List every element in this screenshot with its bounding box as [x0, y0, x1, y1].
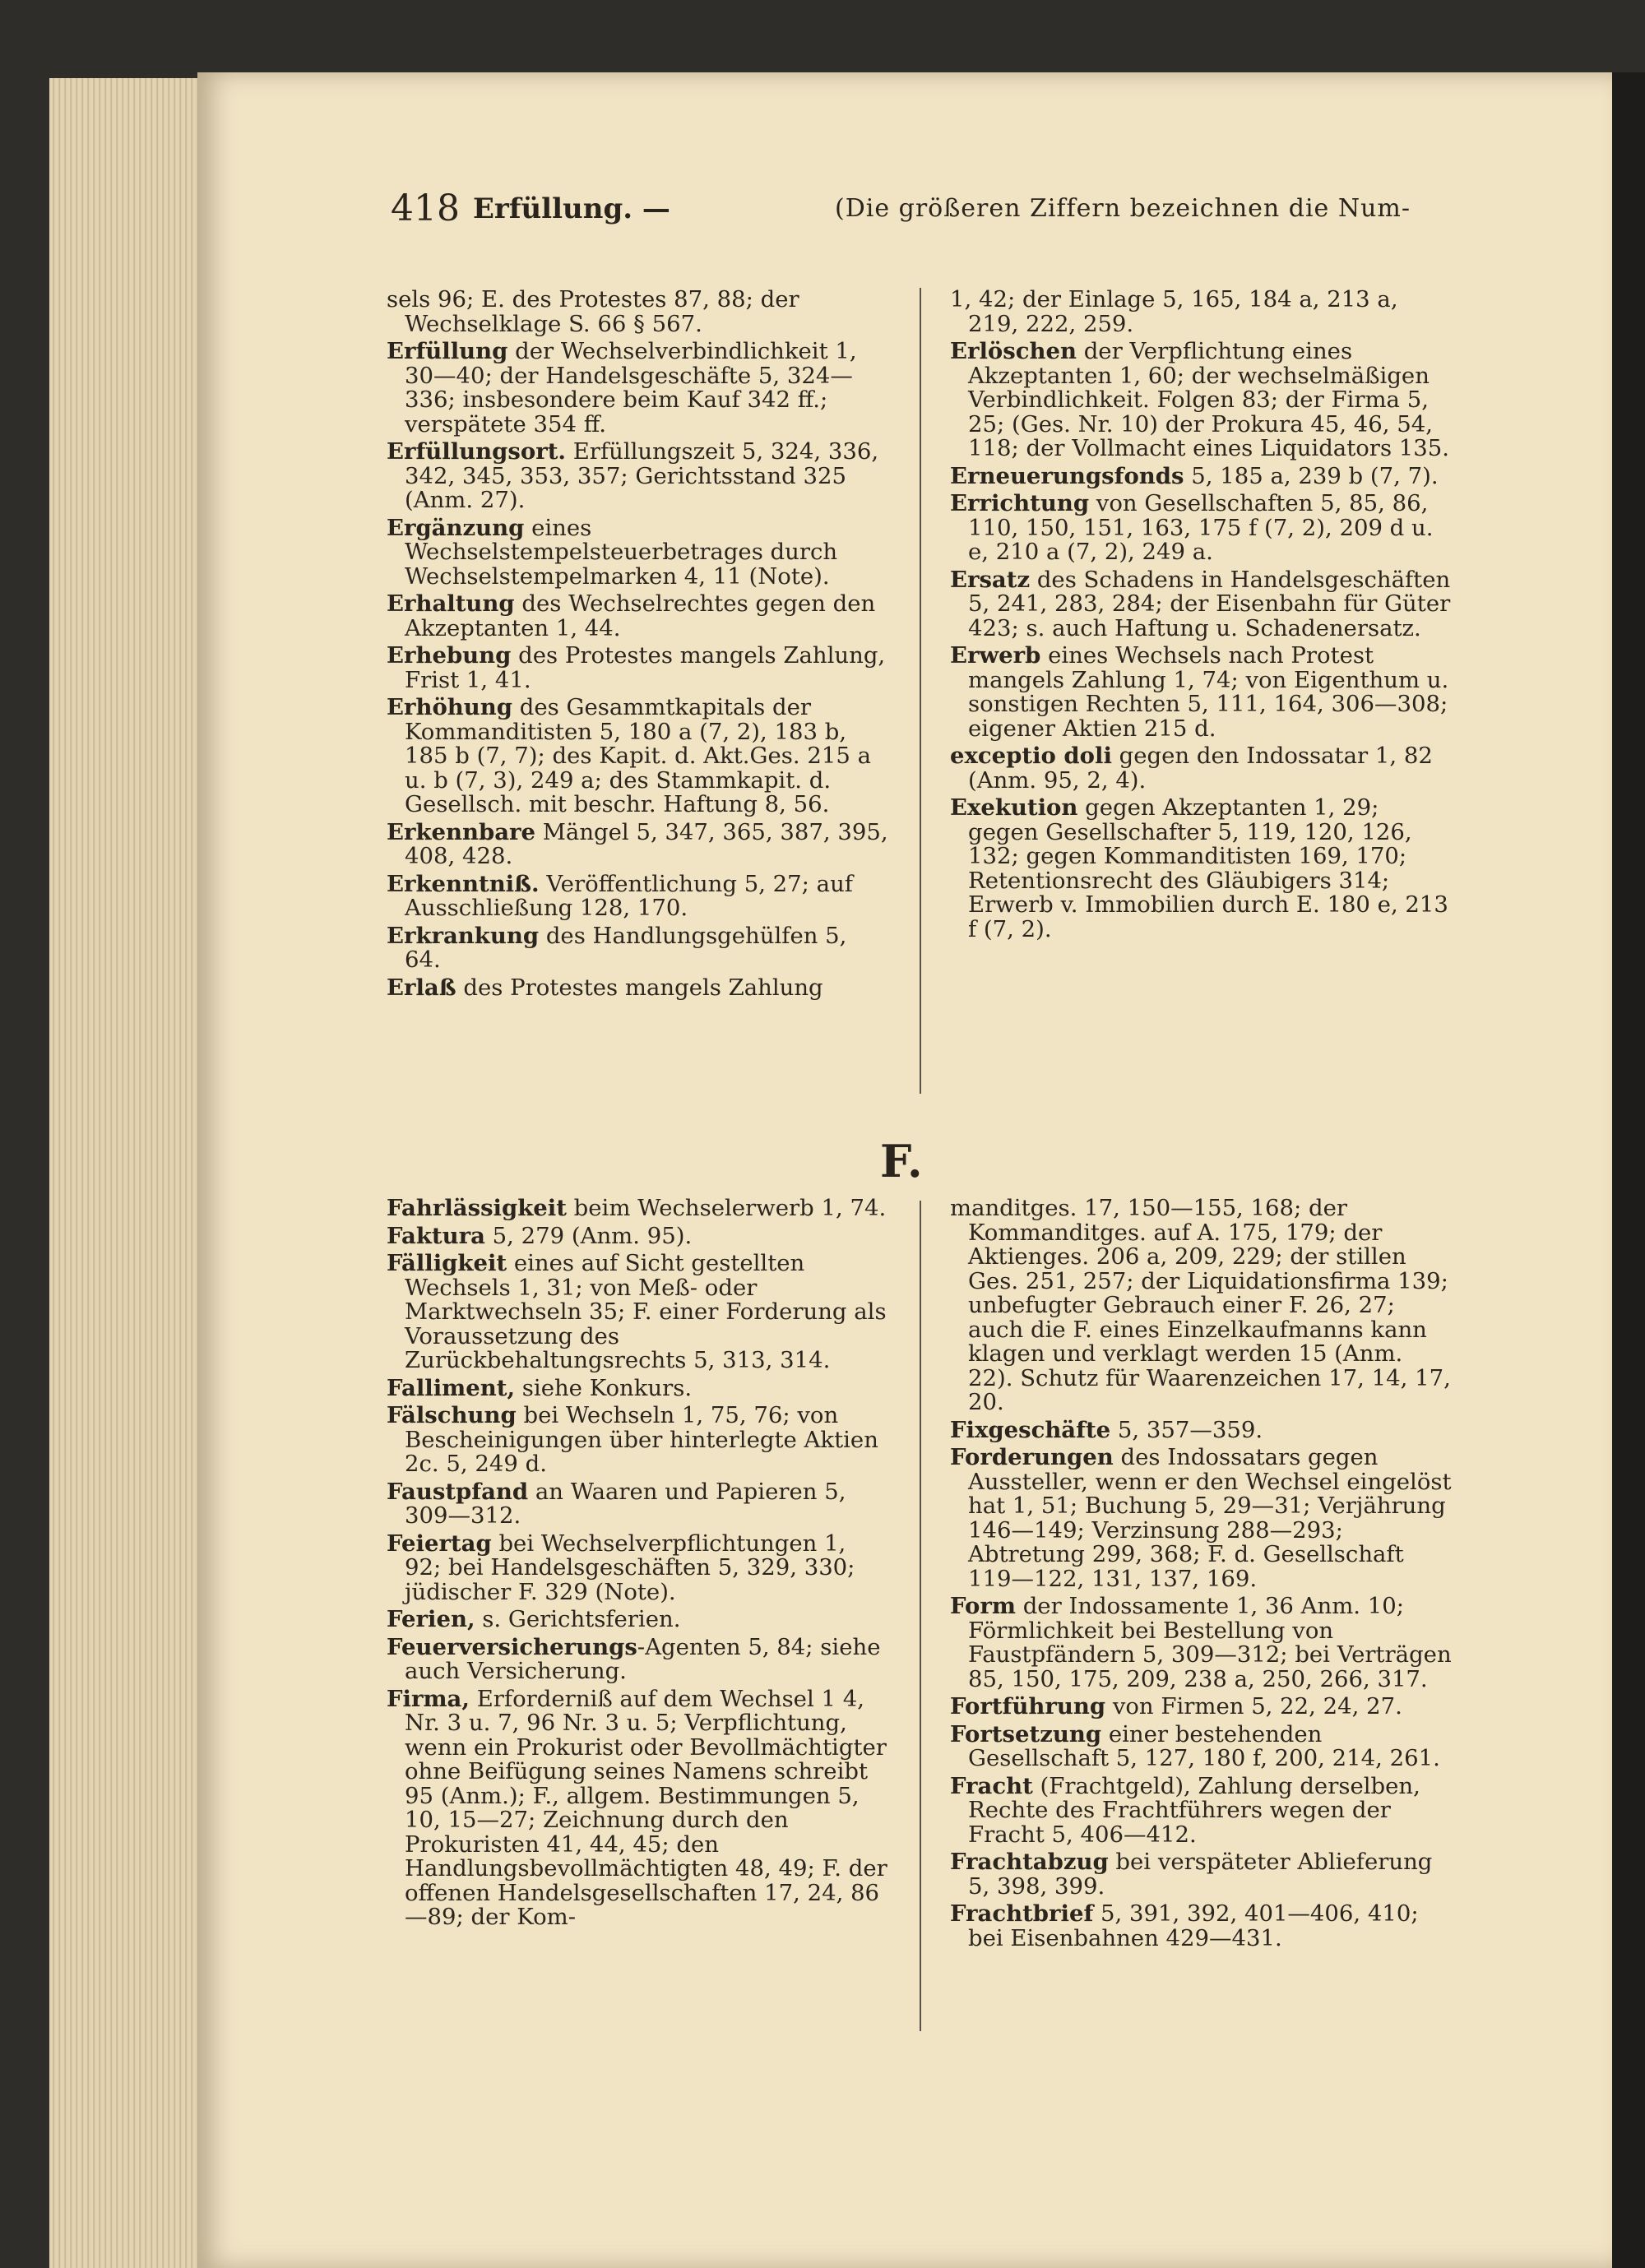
index-entry-text: Erforderniß auf dem Wechsel 1 4, Nr. 3 u. 7, 96 Nr. 3 u. 5; Verpflichtung, wenn ein Prokurist oder Bevollmächtigter ohne Beifügung seines Namens schreibt 95 (Anm.); F., allgem. Bestimmungen 5, 10, 15—27; Zeichnung durch den Prokuristen 41, 44, 45; den Handlungsbevollmächtigten 48, 49; F. der offenen Handelsgesellschaften 17, 24, 86—89; der Kom- [405, 1685, 887, 1930]
index-entry-headword: Erlöschen [950, 338, 1077, 364]
index-entry [950, 1416, 1452, 1443]
index-entry-headword: Fracht [950, 1772, 1033, 1799]
index-entry-headword: Forderungen [950, 1444, 1114, 1470]
column-divider-f [920, 1201, 921, 2031]
index-entry [387, 592, 888, 641]
index-entry-text: 1, 42; der Einlage 5, 165, 184 a, 213 a, 219, 222, 259. [950, 286, 1398, 337]
index-entry-text: eines Wechselstempelsteuerbetrages durch Wechselstempelmarken 4, 11 (Note). [405, 514, 838, 590]
next-page-shadow [1612, 72, 1645, 2268]
index-entry [950, 1850, 1452, 1899]
index-entry [950, 1446, 1452, 1591]
page-header [391, 187, 1460, 245]
index-entry-text: des Protestes mangels Zahlung [456, 974, 823, 1001]
index-entry-headword: Fixgeschäfte [950, 1416, 1111, 1443]
index-entry [387, 696, 888, 817]
index-entry-text: (Frachtgeld), Zahlung derselben, Rechte des Frachtführers wegen der Fracht 5, 406—412. [968, 1772, 1420, 1848]
index-entry-headword: Feuerversicherungs [387, 1633, 637, 1660]
index-entry-text: Erfüllungszeit 5, 324, 336, 342, 345, 353, 357; Gerichtsstand 325 (Anm. 27). [405, 438, 879, 513]
index-entry-headword: Erhöhung [387, 694, 512, 720]
index-entry-headword: Fälschung [387, 1402, 517, 1428]
index-entry-text: -Agenten 5, 84; siehe auch Versicherung. [405, 1633, 881, 1684]
index-entry-text: bei Wechselverpflichtungen 1, 92; bei Handelsgeschäften 5, 329, 330; jüdischer F. 329 (Note). [405, 1530, 855, 1605]
index-entry-text: gegen Akzeptanten 1, 29; gegen Gesellschafter 5, 119, 120, 126, 132; gegen Kommanditisten 169, 170; Retentionsrecht des Gläubigers 314; Erwerb v. Immobilien durch E. 180 e, 213 f (7, 2). [968, 794, 1448, 942]
index-entry-headword: Erkennbare [387, 818, 536, 845]
index-entry [387, 644, 888, 692]
index-entry-headword: Erwerb [950, 642, 1041, 669]
index-entry-text: manditges. 17, 150—155, 168; der Kommanditges. auf A. 175, 179; der Aktienges. 206 a, 209, 229; der stillen Ges. 251, 257; der Liquidationsfirma 139; unbefugter Gebrauch einer F. 26, 27; auch die F. eines Einzelkaufmanns kann klagen und verklagt werden 15 (Anm. 22). Schutz für Waarenzeichen 17, 14, 17, 20. [950, 1195, 1451, 1415]
index-entry [950, 288, 1452, 336]
index-entry [950, 796, 1452, 942]
index-entry [387, 516, 888, 590]
running-note: (Die größeren Ziffern bezeichnen die Num- [835, 194, 1411, 223]
index-entry [387, 924, 888, 973]
index-entry-text: beim Wechselerwerb 1, 74. [566, 1195, 887, 1221]
index-entry-text: einer bestehenden Gesellschaft 5, 127, 180 f, 200, 214, 261. [968, 1720, 1440, 1771]
index-entry-headword: Frachtabzug [950, 1849, 1109, 1875]
index-entry-text: eines Wechsels nach Protest mangels Zahlung 1, 74; von Eigenthum u. sonstigen Rechten 5, 111, 164, 306—308; eigener Aktien 215 d. [968, 642, 1449, 742]
index-entry-text: 5, 185 a, 239 b (7, 7). [1184, 462, 1439, 489]
index-entry [950, 1196, 1452, 1415]
index-entry-headword: Fälligkeit [387, 1250, 507, 1276]
index-entry [387, 288, 888, 336]
index-entry-headword: Erfüllung [387, 338, 508, 364]
index-entry [387, 1374, 888, 1401]
index-entry [387, 1196, 888, 1221]
index-entry [387, 1532, 888, 1605]
index-entry-text: bei verspäteter Ablieferung 5, 398, 399. [968, 1849, 1433, 1900]
index-entry-headword: Erhebung [387, 642, 512, 669]
index-entry-text: 5, 391, 392, 401—406, 410; bei Eisenbahnen 429—431. [968, 1900, 1419, 1951]
index-entry-text: des Protestes mangels Zahlung, Frist 1, 41. [405, 642, 886, 693]
index-entry-headword: Faustpfand [387, 1478, 529, 1505]
index-entry-headword: exceptio doli [950, 743, 1112, 769]
index-entry [387, 440, 888, 513]
index-entry-text: an Waaren und Papieren 5, 309—312. [405, 1478, 846, 1529]
index-entry-text: der Indossamente 1, 36 Anm. 10; Förmlichkeit bei Bestellung von Faustpfändern 5, 309—312; bei Verträgen 85, 150, 175, 209, 238 a, 250, 266, 317. [968, 1593, 1452, 1692]
index-entry-headword: Fortsetzung [950, 1720, 1102, 1747]
index-entry-headword: Ergänzung [387, 514, 525, 541]
index-column-f-left [387, 1196, 888, 1933]
index-entry-headword: Erkenntniß. [387, 870, 540, 897]
index-entry [950, 744, 1452, 793]
index-column-e-left [387, 288, 888, 1003]
index-entry-headword: Erneuerungsfonds [950, 462, 1184, 489]
index-entry-headword: Falliment, [387, 1374, 516, 1401]
index-entry [387, 1633, 888, 1684]
index-entry [387, 818, 888, 869]
index-entry [387, 976, 888, 1001]
index-entry-text: von Firmen 5, 22, 24, 27. [1105, 1693, 1402, 1720]
index-entry [387, 1224, 888, 1249]
index-entry-headword: Form [950, 1593, 1016, 1619]
index-entry-headword: Frachtbrief [950, 1900, 1094, 1927]
index-entry-headword: Ferien, [387, 1606, 475, 1632]
index-entry-headword: Erfüllungsort. [387, 438, 566, 465]
index-entry [387, 1480, 888, 1529]
index-entry-text: s. Gerichtsferien. [475, 1606, 681, 1632]
page-stack-edge [49, 78, 206, 2268]
page-number: 418 [391, 187, 460, 229]
index-entry-text: des Wechselrechtes gegen den Akzeptanten 1, 44. [405, 590, 876, 641]
index-entry [950, 644, 1452, 741]
index-entry [950, 1695, 1452, 1720]
index-column-e-right [950, 288, 1452, 945]
column-divider-e [920, 288, 921, 1094]
index-entry-headword: Faktura [387, 1222, 485, 1249]
index-entry [387, 1608, 888, 1632]
index-entry-text: Mängel 5, 347, 365, 387, 395, 408, 428. [405, 818, 888, 869]
index-entry-text: bei Wechseln 1, 75, 76; von Bescheinigungen über hinterlegte Aktien 2c. 5, 249 d. [405, 1402, 878, 1477]
index-entry-headword: Erlaß [387, 974, 456, 1001]
index-entry-headword: Fortführung [950, 1693, 1106, 1720]
index-entry-text: des Handlungsgehülfen 5, 64. [405, 922, 847, 973]
index-entry-text: von Gesellschaften 5, 85, 86, 110, 150, 151, 163, 175 f (7, 2), 209 d u. e, 210 a (7, 2), 249 a. [968, 490, 1434, 565]
index-entry [950, 1595, 1452, 1692]
index-entry-text: der Verpflichtung eines Akzeptanten 1, 60; der wechselmäßigen Verbindlichkeit. Folgen 83; der Firma 5, 25; (Ges. Nr. 10) der Prokura 45, 46, 54, 118; der Vollmacht eines Liquidators 135. [968, 338, 1450, 461]
index-entry [950, 568, 1452, 641]
index-entry-headword: Feiertag [387, 1530, 492, 1557]
section-letter-f: F. [880, 1135, 923, 1187]
index-entry [387, 1687, 888, 1930]
index-entry [950, 1902, 1452, 1951]
index-entry [950, 462, 1452, 489]
index-entry [950, 1772, 1452, 1848]
index-column-f-right [950, 1196, 1452, 1954]
index-entry [387, 340, 888, 437]
index-entry-text: des Gesammtkapitals der Kommanditisten 5, 180 a (7, 2), 183 b, 185 b (7, 7); des Kapit. d. Akt.Ges. 215 a u. b (7, 3), 249 a; des Stammkapit. d. Gesellsch. mit beschr. Haftung 8, 56. [405, 694, 871, 817]
index-entry [387, 872, 888, 921]
index-entry [950, 492, 1452, 565]
index-entry [387, 1252, 888, 1373]
index-entry-headword: Erkrankung [387, 922, 540, 949]
index-entry-headword: Exekution [950, 794, 1078, 821]
index-entry-text: 5, 357—359. [1110, 1416, 1263, 1443]
running-title: Erfüllung. — [473, 192, 670, 225]
index-entry-text: der Wechselverbindlichkeit 1, 30—40; der Handelsgeschäfte 5, 324—336; insbesondere beim Kauf 342 ff.; verspätete 354 ff. [405, 338, 857, 437]
index-entry-text: des Schadens in Handelsgeschäften 5, 241, 283, 284; der Eisenbahn für Güter 423; s. auch Haftung u. Schadenersatz. [968, 566, 1451, 641]
index-entry [387, 1404, 888, 1477]
index-entry-headword: Firma, [387, 1685, 470, 1712]
index-entry-text: gegen den Indossatar 1, 82 (Anm. 95, 2, 4). [968, 743, 1433, 794]
index-entry-headword: Erhaltung [387, 590, 515, 617]
index-entry-text: des Indossatars gegen Aussteller, wenn er den Wechsel eingelöst hat 1, 51; Buchung 5, 29—31; Verjährung 146—149; Verzinsung 288—293; Abtretung 299, 368; F. d. Gesellschaft 119—122, 131, 137, 169. [968, 1444, 1452, 1592]
index-entry-text: sels 96; E. des Protestes 87, 88; der Wechselklage S. 66 § 567. [387, 286, 799, 337]
index-entry-headword: Ersatz [950, 566, 1031, 593]
index-entry-text: siehe Konkurs. [515, 1374, 693, 1401]
index-entry-headword: Fahrlässigkeit [387, 1195, 567, 1221]
index-entry [950, 340, 1452, 461]
index-entry-headword: Errichtung [950, 490, 1090, 516]
index-entry-text: Veröffentlichung 5, 27; auf Ausschließung 128, 170. [405, 870, 853, 921]
index-entry-text: 5, 279 (Anm. 95). [484, 1222, 693, 1249]
index-entry-text: eines auf Sicht gestellten Wechsels 1, 31; von Meß- oder Marktwechseln 35; F. einer Forderung als Voraussetzung des Zurückbehaltungsrechts 5, 313, 314. [405, 1250, 887, 1373]
index-entry [950, 1720, 1452, 1771]
